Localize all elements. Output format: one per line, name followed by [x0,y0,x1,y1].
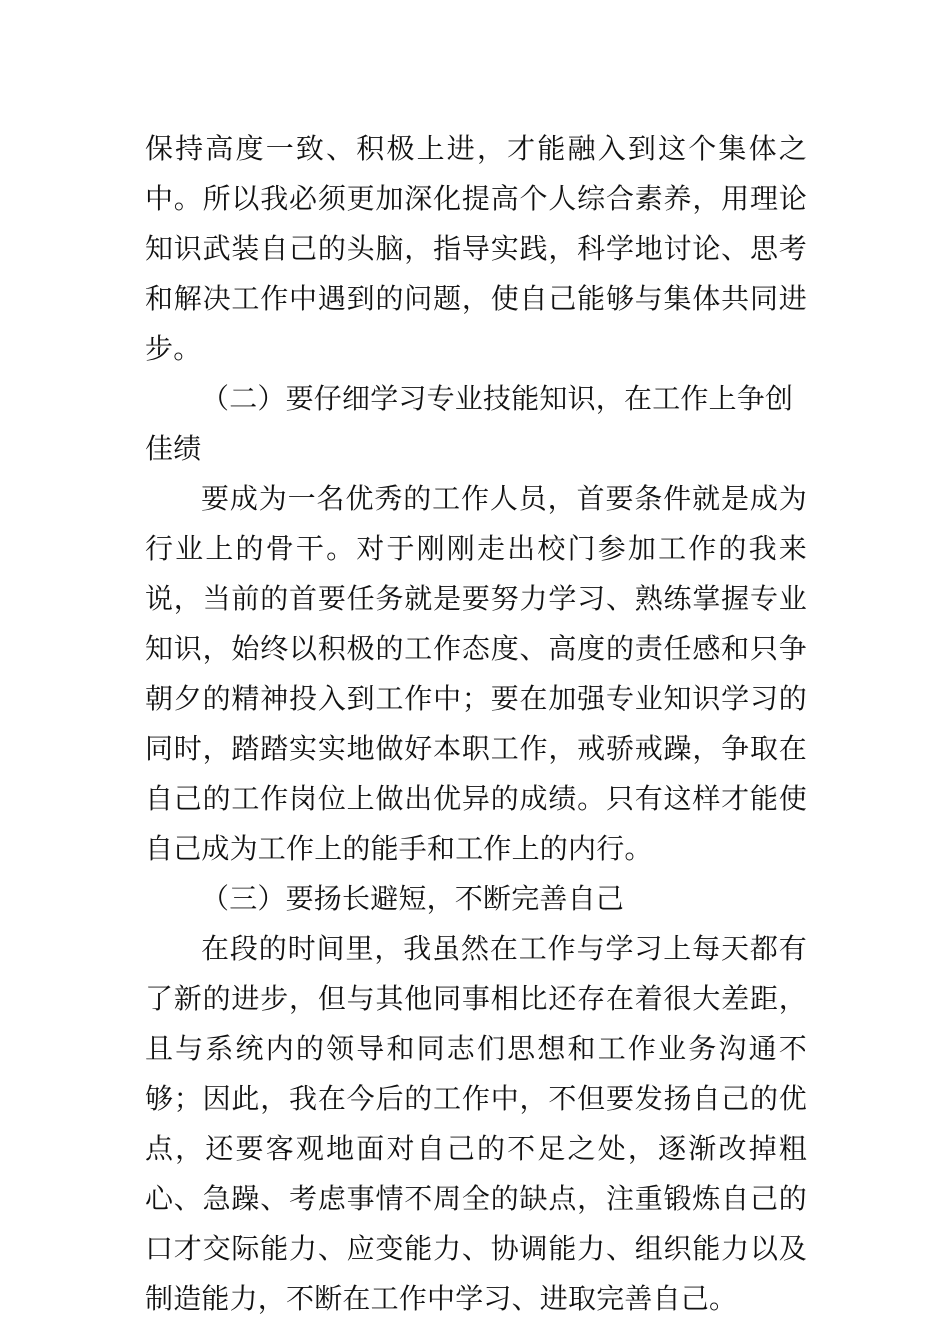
paragraph-3: 在段的时间里，我虽然在工作与学习上每天都有了新的进步，但与其他同事相比还存在着很大差距，且与系统内的领导和同志们思想和工作业务沟通不够；因此，我在今后的工作中，不但要发扬自己的优点，还要客观地面对自己的不足之处，逐渐改掉粗心、急躁、考虑事情不周全的缺点，注重锻炼自己的口才交际能力、应变能力、协调能力、组织能力以及制造能力，不断在工作中学习、进取完善自己。 [145,932,807,1315]
paragraph-continued: 保持高度一致、积极上进，才能融入到这个集体之中。所以我必须更加深化提高个人综合素养，用理论知识武装自己的头脑，指导实践，科学地讨论、思考和解决工作中遇到的问题，使自己能够与集体共同进步。 [145,132,807,365]
section-heading-3: （三）要扬长避短，不断完善自己 [201,882,625,915]
paragraph-2: 要成为一名优秀的工作人员，首要条件就是成为行业上的骨干。对于刚刚走出校门参加工作的我来说，当前的首要任务就是要努力学习、熟练掌握专业知识，始终以积极的工作态度、高度的责任感和只争朝夕的精神投入到工作中；要在加强专业知识学习的同时，踏踏实实地做好本职工作，戒骄戒躁，争取在自己的工作岗位上做出优异的成绩。只有这样才能使自己成为工作上的能手和工作上的内行。 [145,482,807,865]
section-heading-2: （二）要仔细学习专业技能知识，在工作上争创佳绩 [145,382,794,465]
document-body [145,124,807,1324]
